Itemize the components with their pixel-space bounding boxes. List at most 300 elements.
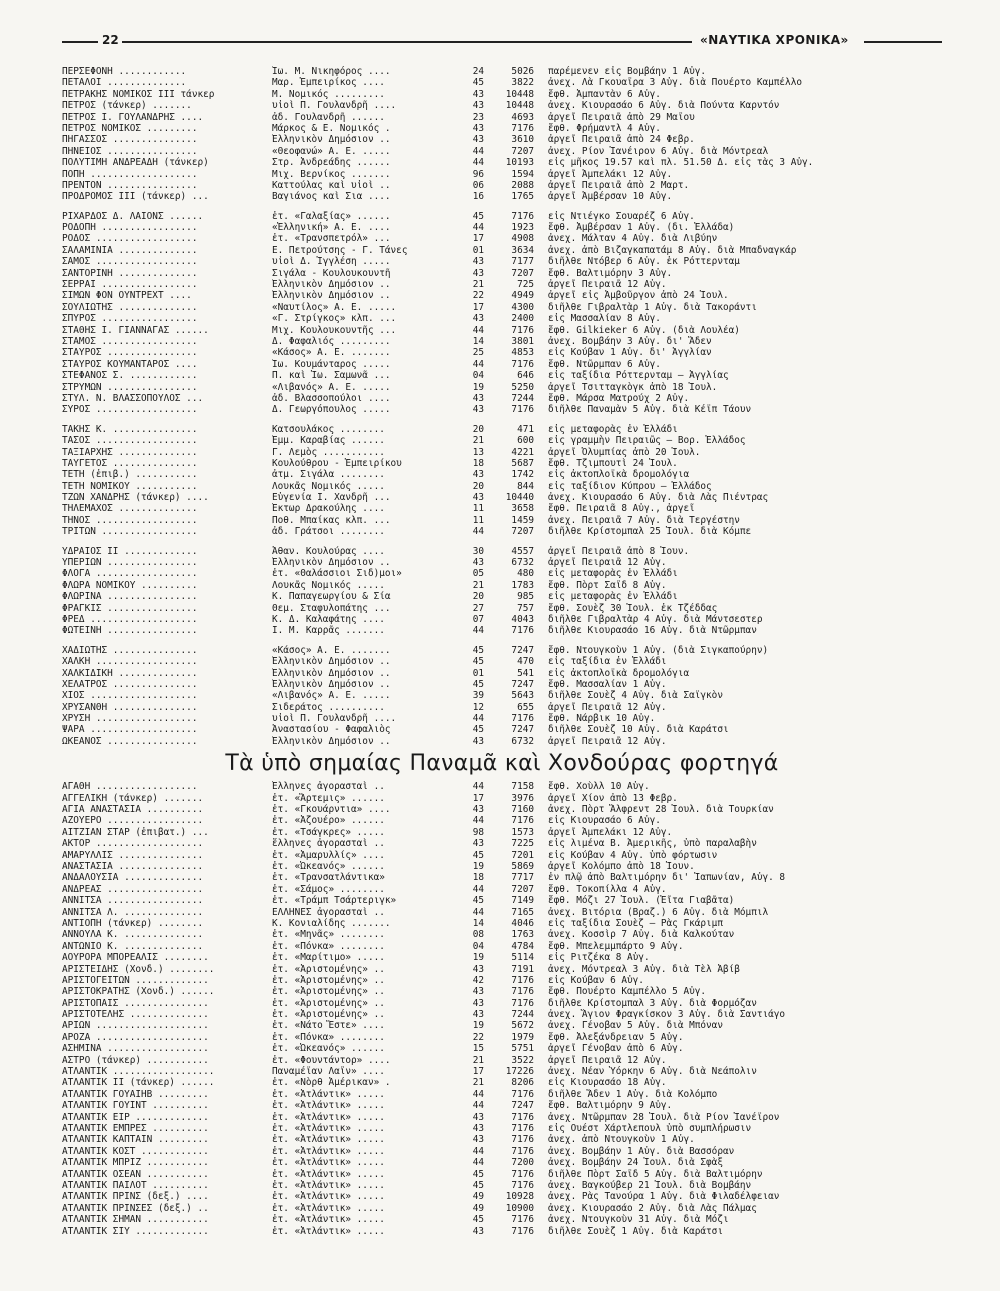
tonnage: 7176: [511, 625, 534, 637]
owner-name: «Ναυτίλος» Α. Ε. .....: [272, 301, 397, 313]
ship-name: ΣΕΡΡΑΙ .................: [62, 279, 198, 291]
flag-code: 11: [472, 503, 484, 515]
owner-name: Ἕλληνες ἀγορασταὶ ..: [272, 781, 385, 793]
tonnage: 8206: [511, 1077, 534, 1089]
table-row: [62, 557, 942, 568]
owner-name: ἐτ. «Ἀτλάντικ» .....: [272, 1100, 385, 1112]
table-row: [62, 793, 942, 804]
ship-name: ΑΡΙΣΤΟΚΡΑΤΗΣ (Χονδ.) ......: [62, 986, 215, 998]
voyage-status: ἀργεῖ Χίον ἀπὸ 13 Φεβρ.: [548, 792, 678, 804]
table-row: [62, 1157, 942, 1168]
flag-code: 23: [472, 111, 484, 123]
tonnage: 4949: [511, 290, 534, 302]
owner-name: ἐτ. «Ἀτλάντικ» .....: [272, 1122, 385, 1134]
tonnage: 10448: [505, 88, 534, 100]
flag-code: 04: [472, 370, 484, 382]
tonnage: 7176: [511, 358, 534, 370]
owner-name: ἐτ. «Σάμος» ........: [272, 883, 385, 895]
ship-name: ΠΗΓΑΣΣΟΣ ...............: [62, 134, 198, 146]
ship-name: ΥΠΕΡΙΩΝ ................: [62, 557, 198, 569]
voyage-status: ἔφθ. Τζιμπουτὶ 24 Ἰουλ.: [548, 457, 678, 469]
header-rule-right: [864, 41, 942, 43]
voyage-status: ἀνεχ. Κιουρασάο 6 Αὐγ. διὰ Λὰς Πιέντρας: [548, 492, 769, 504]
tonnage: 7201: [511, 849, 534, 861]
tonnage: 3610: [511, 134, 534, 146]
ship-name: ΣΤΑΘΗΣ Ι. ΓΙΑΝΝΑΓΑΣ ......: [62, 324, 209, 336]
flag-code: 44: [472, 625, 484, 637]
voyage-status: διῆλθε Ἄδεν 1 Αὐγ. διὰ Κολόμπο: [548, 1088, 718, 1100]
flag-code: 17: [472, 233, 484, 245]
table-row: [62, 986, 942, 997]
bleed-through-margin: [948, 66, 1000, 1206]
tonnage: 7176: [511, 974, 534, 986]
owner-name: Στρ. Ἀνδρεάδης ......: [272, 157, 391, 169]
tonnage: 757: [517, 602, 534, 614]
owner-name: ἐτ. «Ἄρτεμις» ......: [272, 792, 385, 804]
voyage-status: ἀργεῖ Κολόμπο ἀπὸ 18 Ἰουν.: [548, 861, 695, 872]
ship-name: ΑΝΝΟΥΛΑ Κ. ..............: [62, 929, 204, 941]
ship-name: ΑΤΛΑΝΤΙΚ ΚΟΣΤ ............: [62, 1145, 209, 1157]
ship-name: ΑΤΛΑΝΤΙΚ ΜΠΡΙΖ ...........: [62, 1157, 209, 1169]
owner-name: Ἰω. Κουμάνταρος .....: [272, 358, 391, 370]
table-row: [62, 347, 942, 358]
header-rule-middle: [122, 41, 692, 43]
flag-code: 43: [472, 1134, 484, 1146]
flag-code: 42: [472, 974, 484, 986]
table-row: [62, 458, 942, 469]
flag-code: 43: [472, 267, 484, 279]
table-row: [62, 211, 942, 222]
ship-name: ΣΤΑΥΡΟΣ ΚΟΥΜΑΝΤΑΡΟΣ ....: [62, 358, 198, 370]
owner-name: ἐτ. «Ἀτλάντικ» .....: [272, 1191, 385, 1203]
voyage-status: διῆλθε Παναμὰν 5 Αὐγ. διὰ Κέϊπ Τάουν: [548, 404, 752, 416]
ship-name: ΑΝΝΙΤΣΑ Λ. ..............: [62, 906, 204, 918]
voyage-status: εἰς Ντιέγκο Σουαρέζ 6 Αὐγ.: [548, 210, 695, 222]
ship-name: ΑΝΑΣΤΑΣΙΑ ...............: [62, 861, 204, 872]
owner-name: Κατσουλάκος ........: [272, 423, 385, 435]
tonnage: 10440: [505, 492, 534, 504]
table-row: [62, 492, 942, 503]
flag-code: 08: [472, 929, 484, 941]
owner-name: «Θεοφανώ» Α. Ε. .....: [272, 145, 391, 157]
flag-code: 43: [472, 838, 484, 850]
voyage-status: ἔφθ. Βαλτιμόρην 9 Αὐγ.: [548, 1100, 673, 1112]
flag-code: 13: [472, 446, 484, 458]
tonnage: 4221: [511, 446, 534, 458]
tonnage: 10193: [505, 157, 534, 169]
voyage-status: ἔφθ. Βαλτιμόρην 3 Αὐγ.: [548, 267, 673, 279]
ship-name: ΨΑΡΑ ...................: [62, 724, 198, 736]
tonnage: 7244: [511, 392, 534, 404]
table-row: [62, 1191, 942, 1202]
voyage-status: εἰς Κούβαν 1 Αὐγ. δι' Ἀγγλίαν: [548, 347, 712, 359]
flag-code: 45: [472, 1168, 484, 1180]
voyage-status: εἰς Κούβαν 4 Αὐγ. ὑπὸ φόρτωσιν: [548, 849, 718, 861]
owner-name: «Κάσος» Α. Ε. .......: [272, 347, 391, 359]
table-row: [62, 815, 942, 826]
tonnage: 480: [517, 568, 534, 580]
voyage-status: ἀνεχ. Βομβάην 24 Ἰουλ. διὰ Σφὰξ: [548, 1157, 723, 1169]
table-row: [62, 1134, 942, 1145]
owner-name: ἀτμ. Σιγάλα ........: [272, 469, 385, 481]
voyage-status: εἰς ἀκτοπλοϊκὰ δρομολόγια: [548, 667, 690, 679]
tonnage: 2088: [511, 179, 534, 191]
flag-code: 44: [472, 1088, 484, 1100]
ship-name: ΣΤΑΜΟΣ .................: [62, 335, 198, 347]
voyage-status: ἔφθ. Μπελεμμπάρτο 9 Αὐγ.: [548, 940, 684, 952]
ship-name: ΣΤΡΥΜΩΝ ................: [62, 381, 198, 393]
ship-name: ΠΕΤΡΑΚΗΣ ΝΟΜΙΚΟΣ III τάνκερ: [62, 88, 215, 100]
table-row: [62, 100, 942, 111]
owner-name: ἐτ. «Ἀτλάντικ» .....: [272, 1179, 385, 1191]
voyage-status: ἔφθ. Νάρβικ 10 Αὐγ.: [548, 713, 656, 725]
group-gap: [62, 203, 942, 211]
tonnage: 7176: [511, 1088, 534, 1100]
table-row: [62, 1169, 942, 1180]
flag-code: 39: [472, 690, 484, 702]
owner-name: «Λιβανός» Α. Ε. .....: [272, 690, 391, 702]
ship-name: ΑΓΑΘΗ ..................: [62, 781, 198, 793]
ship-name: ΠΡΟΔΡΟΜΟΣ III (τάνκερ) ...: [62, 191, 209, 203]
group-gap: [62, 637, 942, 645]
table-row: [62, 157, 942, 168]
ship-name: ΑΤΛΑΝΤΙΚ ΣΗΜΑΝ ...........: [62, 1214, 209, 1226]
voyage-status: ἀνεχ. ἀπὸ Ντουγκοὺν 1 Αὐγ.: [548, 1134, 695, 1146]
tonnage: 5250: [511, 381, 534, 393]
ship-name: ΑΝΔΑΛΟΥΣΙΑ ..............: [62, 872, 204, 884]
table-row: [62, 884, 942, 895]
tonnage: 7176: [511, 1111, 534, 1123]
flag-code: 43: [472, 997, 484, 1009]
owner-name: ἐτ. «Ἀζουέρο» ......: [272, 815, 385, 827]
flag-code: 43: [472, 469, 484, 481]
ship-name: ΦΛΩΡΙΝΑ ................: [62, 591, 198, 603]
table-row: [62, 382, 942, 393]
flag-code: 44: [472, 1100, 484, 1112]
flag-code: 14: [472, 335, 484, 347]
voyage-status: ἀνεχ. Πειραιᾶ 7 Αὐγ. διὰ Τεργέστην: [548, 514, 740, 526]
ship-name: ΑΝΤΙΟΠΗ (τάνκερ) ........: [62, 917, 204, 929]
owner-name: «Γ. Στρίγκος» κλπ. ...: [272, 313, 397, 325]
table-row: [62, 1055, 942, 1066]
table-row: [62, 515, 942, 526]
flag-code: 45: [472, 77, 484, 89]
page-number: 22: [102, 33, 119, 47]
ship-name: ΡΟΔΟΠΗ .................: [62, 222, 198, 234]
flag-code: 44: [472, 324, 484, 336]
table-row: [62, 469, 942, 480]
ship-name: ΣΠΥΡΟΣ .................: [62, 313, 198, 325]
voyage-status: διῆλθε Σουὲζ 4 Αὐγ. διὰ Σαϊγκὸν: [548, 690, 723, 702]
tonnage: 7160: [511, 804, 534, 816]
flag-code: 05: [472, 568, 484, 580]
flag-code: 43: [472, 134, 484, 146]
ship-name: ΣΤΥΛ. Ν. ΒΛΑΣΣΟΠΟΥΛΟΣ ...: [62, 392, 204, 404]
ship-name: ΣΙΜΩΝ ΦΟΝ ΟΥΝΤΡΕΧΤ ....: [62, 290, 192, 302]
voyage-status: ἔφθ. Πουέρτο Καμπέλλο 5 Αὐγ.: [548, 986, 707, 998]
flag-code: 06: [472, 179, 484, 191]
voyage-status: ἀργεῖ Πειραιᾶ ἀπὸ 8 Ἰουν.: [548, 545, 690, 557]
tonnage: 1742: [511, 469, 534, 481]
owner-name: ἐτ. «Ἀτλάντικ» .....: [272, 1145, 385, 1157]
ship-name: ΤΗΛΕΜΑΧΟΣ ..............: [62, 503, 198, 515]
tonnage: 7200: [511, 1157, 534, 1169]
owner-name: Θεμ. Σταφυλοπάτης ...: [272, 602, 391, 614]
table-row: [62, 336, 942, 347]
tonnage: 646: [517, 370, 534, 382]
table-row: [62, 526, 942, 537]
voyage-status: ἀργεῖ Πειραιᾶ 12 Αὐγ.: [548, 1054, 667, 1066]
ship-name: ΤΡΙΤΩΝ .................: [62, 526, 198, 538]
voyage-status: εἰς Μασσαλίαν 8 Αὐγ.: [548, 313, 661, 325]
flag-code: 43: [472, 492, 484, 504]
table-row: [62, 222, 942, 233]
tonnage: 5751: [511, 1043, 534, 1055]
owner-name: υἱοὶ Π. Γουλανδρῆ ....: [272, 100, 397, 112]
voyage-status: ἔφθ. Φρήμαντλ 4 Αὐγ.: [548, 122, 661, 134]
tonnage: 6732: [511, 735, 534, 747]
table-row: [62, 313, 942, 324]
owner-name: Ἀθαν. Κουλούρας ....: [272, 545, 385, 557]
ship-name: ΑΤΛΑΝΤΙΚ ΓΟΥΙΝΤ ..........: [62, 1100, 209, 1112]
flag-code: 18: [472, 457, 484, 469]
owner-name: ΕΛΛΗΝΕΣ ἀγορασταὶ ..: [272, 906, 385, 918]
ship-name: ΑΣΤΡΟ (τάνκερ) ...........: [62, 1054, 209, 1066]
ship-name: ΣΥΡΟΣ ..................: [62, 404, 198, 416]
flag-code: 43: [472, 256, 484, 268]
table-row: [62, 1203, 942, 1214]
flag-code: 21: [472, 279, 484, 291]
flag-code: 20: [472, 591, 484, 603]
flag-code: 45: [472, 678, 484, 690]
flag-code: 98: [472, 826, 484, 838]
table-row: [62, 359, 942, 370]
voyage-status: ἀνεχ. Μόντρεαλ 3 Αὐγ. διὰ Τὲλ Ἀβίβ: [548, 963, 740, 975]
table-row: [62, 781, 942, 792]
owner-name: Ἑλληνικὸν Δημόσιον ..: [272, 557, 391, 569]
tonnage: 1923: [511, 222, 534, 234]
voyage-status: εἰς Κιουρασάο 6 Αὐγ.: [548, 815, 661, 827]
owner-name: Ε. Πετρούτσης - Γ. Τάνες: [272, 244, 408, 256]
flag-code: 43: [472, 804, 484, 816]
flag-code: 07: [472, 613, 484, 625]
voyage-status: εἰς ταξίδια Ρόττερνταμ — Ἀγγλίας: [548, 370, 729, 382]
tonnage: 7176: [511, 324, 534, 336]
voyage-status: ἔφθ. Τοκοπίλλα 4 Αὐγ.: [548, 883, 667, 895]
table-row: [62, 872, 942, 883]
owner-name: «Λιβανός» Α. Ε. .....: [272, 381, 391, 393]
owner-name: ἐτ. «Ἀριστομένης» ..: [272, 997, 385, 1009]
table-row: [62, 134, 942, 145]
tonnage: 7176: [511, 1214, 534, 1226]
voyage-status: ἔφθ. Ντῶρμπαν 6 Αὐγ.: [548, 358, 661, 370]
ship-name: ΡΟΔΟΣ ..................: [62, 233, 198, 245]
voyage-status: ἀνεχ. Ντουγκοὺν 31 Αὐγ. διὰ Μόζι: [548, 1214, 729, 1226]
table-row: [62, 77, 942, 88]
table-row: [62, 1020, 942, 1031]
tonnage: 7207: [511, 267, 534, 279]
flag-code: 43: [472, 1009, 484, 1021]
tonnage: 1979: [511, 1031, 534, 1043]
owner-name: ἐτ. «Γαλαξίας» ......: [272, 210, 391, 222]
flag-code: 19: [472, 861, 484, 872]
voyage-status: εἰς ταξίδια ἐν Ἑλλάδι: [548, 656, 667, 668]
ship-name: ΦΩΤΕΙΝΗ ................: [62, 625, 198, 637]
tonnage: 7176: [511, 1179, 534, 1191]
flag-code: 44: [472, 1157, 484, 1169]
ship-name: ΣΑΝΤΟΡΙΝΗ ..............: [62, 267, 198, 279]
tonnage: 7176: [511, 815, 534, 827]
ship-name: ΑΓΙΑ ΑΝΑΣΤΑΣΙΑ ..........: [62, 804, 204, 816]
voyage-status: ἀργεῖ Πειραιᾶ 12 Αὐγ.: [548, 735, 667, 747]
tonnage: 5672: [511, 1020, 534, 1032]
table-row: [62, 1112, 942, 1123]
owner-name: Ἑλληνικὸν Δημόσιον ..: [272, 735, 391, 747]
table-row: [62, 713, 942, 724]
voyage-status: διῆλθε Γιβραλτὰρ 1 Αὐγ. διὰ Τακοράντι: [548, 301, 757, 313]
owner-name: ἐτ. «Ἀτλάντικ» .....: [272, 1214, 385, 1226]
table-row: [62, 123, 942, 134]
table-row: [62, 256, 942, 267]
ship-name: ΧΑΛΚΗ ..................: [62, 656, 198, 668]
ship-name: ΠΟΛΥΤΙΜΗ ΑΝΔΡΕΑΔΗ (τάνκερ): [62, 157, 209, 169]
tonnage: 7176: [511, 210, 534, 222]
voyage-status: εἰς μεταφορὰς ἐν Ἑλλάδι: [548, 591, 678, 603]
flag-code: 44: [472, 713, 484, 725]
flag-code: 43: [472, 735, 484, 747]
owner-name: Καττούλας καὶ υἱοὶ ..: [272, 179, 391, 191]
voyage-status: διῆλθε Κιουρασάο 16 Αὐγ. διὰ Ντῶρμπαν: [548, 625, 757, 637]
table-row: [62, 679, 942, 690]
ship-name: ΤΖΩΝ ΧΑΝΔΡΗΣ (τάνκερ) ....: [62, 492, 209, 504]
owner-name: «Κάσος» Α. Ε. .......: [272, 644, 391, 656]
voyage-status: ἀργεῖ Ὀλυμπίας ἀπὸ 20 Ἰουλ.: [548, 446, 701, 458]
tonnage: 7247: [511, 644, 534, 656]
flag-code: 45: [472, 644, 484, 656]
voyage-status: ἀνεχ. Νέαν Ὑόρκην 6 Αὐγ. διὰ Νεάπολιν: [548, 1066, 757, 1078]
owner-name: ἐτ. «Ἀτλάντικ» .....: [272, 1134, 385, 1146]
voyage-status: ἀργεῖ Πειραιᾶ 12 Αὐγ.: [548, 701, 667, 713]
table-row: [62, 424, 942, 435]
tonnage: 471: [517, 423, 534, 435]
tonnage: 1459: [511, 514, 534, 526]
tonnage: 5643: [511, 690, 534, 702]
flag-code: 45: [472, 1179, 484, 1191]
ship-name: ΑΡΙΩΝ ....................: [62, 1020, 209, 1032]
table-row: [62, 603, 942, 614]
voyage-status: ἔφθ. Μασσαλίαν 1 Αὐγ.: [548, 678, 667, 690]
table-row: [62, 918, 942, 929]
table-row: [62, 233, 942, 244]
ship-name: ΣΤΕΦΑΝΟΣ Σ. ............: [62, 370, 198, 382]
flag-code: 17: [472, 792, 484, 804]
voyage-status: ἀργεῖ Πειραιᾶ 12 Αὐγ.: [548, 279, 667, 291]
owner-name: ἐτ. «Ὠκεανός» ......: [272, 861, 385, 872]
ship-name: ΠΟΠΗ ...................: [62, 168, 198, 180]
tonnage: 600: [517, 435, 534, 447]
table-row: [62, 827, 942, 838]
owner-name: Βαγιάνος καὶ Σια ....: [272, 191, 391, 203]
voyage-status: ἔφθ. Ἀλεξάνδρειαν 5 Αὐγ.: [548, 1031, 684, 1043]
tonnage: 5114: [511, 952, 534, 964]
tonnage: 1594: [511, 168, 534, 180]
voyage-status: ἀργεῖ Πειραιᾶ 12 Αὐγ.: [548, 557, 667, 569]
voyage-status: εἰς Κιουρασάο 18 Αὐγ.: [548, 1077, 667, 1089]
tonnage: 7176: [511, 122, 534, 134]
ship-name: ΑΪΤΖΙΑΝ ΣΤΑΡ (ἐπιβατ.) ...: [62, 826, 209, 838]
journal-title: «ΝΑΥΤΙΚΑ ΧΡΟΝΙΚΑ»: [700, 33, 849, 47]
voyage-status: ἔφθ. Χοὺλλ 10 Αὐγ.: [548, 781, 650, 793]
voyage-status: διῆλθε Σουὲζ 1 Αὐγ. διὰ Καράτσι: [548, 1225, 723, 1237]
ship-name: ΑΓΓΕΛΙΚΗ (τάνκερ) .......: [62, 792, 204, 804]
tonnage: 7176: [511, 997, 534, 1009]
owner-name: ἐτ. «Ἀριστομένης» ..: [272, 986, 385, 998]
voyage-status: ἀνεχ. Ρὰς Τανούρα 1 Αὐγ. διὰ Φιλαδέλφειαν: [548, 1191, 780, 1203]
flag-code: 22: [472, 290, 484, 302]
voyage-status: ἀργεῖ Πειραιᾶ ἀπὸ 2 Μαρτ.: [548, 179, 690, 191]
owner-name: ἐτ. «Ἀτλάντικ» .....: [272, 1088, 385, 1100]
tonnage: 7176: [511, 1145, 534, 1157]
tonnage: 6732: [511, 557, 534, 569]
voyage-status: ἀργεῖ Ἀμβέρσαν 10 Αὐγ.: [548, 191, 673, 203]
tonnage: 3976: [511, 792, 534, 804]
table-row: [62, 895, 942, 906]
tonnage: 7247: [511, 724, 534, 736]
tonnage: 7244: [511, 1009, 534, 1021]
owner-name: ἀδ. Γράτσοι ........: [272, 526, 385, 538]
ship-name: ΑΝΤΩΝΙΟ Κ. ..............: [62, 940, 204, 952]
table-row: [62, 325, 942, 336]
tonnage: 3801: [511, 335, 534, 347]
flag-code: 49: [472, 1202, 484, 1214]
ship-name: ΑΤΛΑΝΤΙΚ ΣΙΥ .............: [62, 1225, 209, 1237]
tonnage: 7247: [511, 1100, 534, 1112]
ship-name: ΑΡΙΣΤΕΙΔΗΣ (Χονδ.) ........: [62, 963, 215, 975]
flag-code: 96: [472, 168, 484, 180]
table-row: [62, 656, 942, 667]
table-row: [62, 668, 942, 679]
flag-code: 44: [472, 145, 484, 157]
owner-name: Μαρ. Ἐμπειρίκος ....: [272, 77, 385, 89]
owner-name: ἐτ. «Ἀμαρυλλίς» ....: [272, 849, 385, 861]
tonnage: 1763: [511, 929, 534, 941]
table-row: [62, 568, 942, 579]
tonnage: 7247: [511, 678, 534, 690]
flag-code: 44: [472, 883, 484, 895]
flag-code: 44: [472, 815, 484, 827]
flag-code: 21: [472, 1077, 484, 1089]
voyage-status: ἔφθ. Μόζι 27 Ἰουλ. (Ἐῖτα Γιαβᾶτα): [548, 895, 735, 907]
owner-name: Κ. Δ. Καλαφάτης ....: [272, 613, 385, 625]
owner-name: ἐτ. «Τράμπ Τσάρτεριγκ»: [272, 895, 397, 907]
owner-name: ἐτ. «Γκουάρντια» ....: [272, 804, 391, 816]
owner-name: ἐτ. «Νὸρθ Ἀμέρικαν» .: [272, 1077, 391, 1089]
flag-code: 27: [472, 602, 484, 614]
ship-name: ΩΚΕΑΝΟΣ ................: [62, 735, 198, 747]
table-row: [62, 907, 942, 918]
owner-name: Κουλούθρου - Ἐμπειρίκου: [272, 457, 402, 469]
owner-name: ἐτ. «Ἀτλάντικ» .....: [272, 1111, 385, 1123]
owner-name: υἱοὶ Π. Γουλανδρῆ ....: [272, 713, 397, 725]
tonnage: 985: [517, 591, 534, 603]
owner-name: Ἑλληνικὸν Δημόσιον ..: [272, 678, 391, 690]
table-row: [62, 435, 942, 446]
ship-name: ΥΔΡΑΙΟΣ II .............: [62, 545, 198, 557]
voyage-status: ἀνεχ. Πὸρτ Ἄλφρεντ 28 Ἰουλ. διὰ Τουρκίαν: [548, 804, 774, 816]
voyage-status: ἀνεχ. Βομβάην 1 Αὐγ. διὰ Βασσόραν: [548, 1145, 735, 1157]
table-row: [62, 169, 942, 180]
owner-name: Ἑλληνικὸν Δημόσιον ..: [272, 134, 391, 146]
